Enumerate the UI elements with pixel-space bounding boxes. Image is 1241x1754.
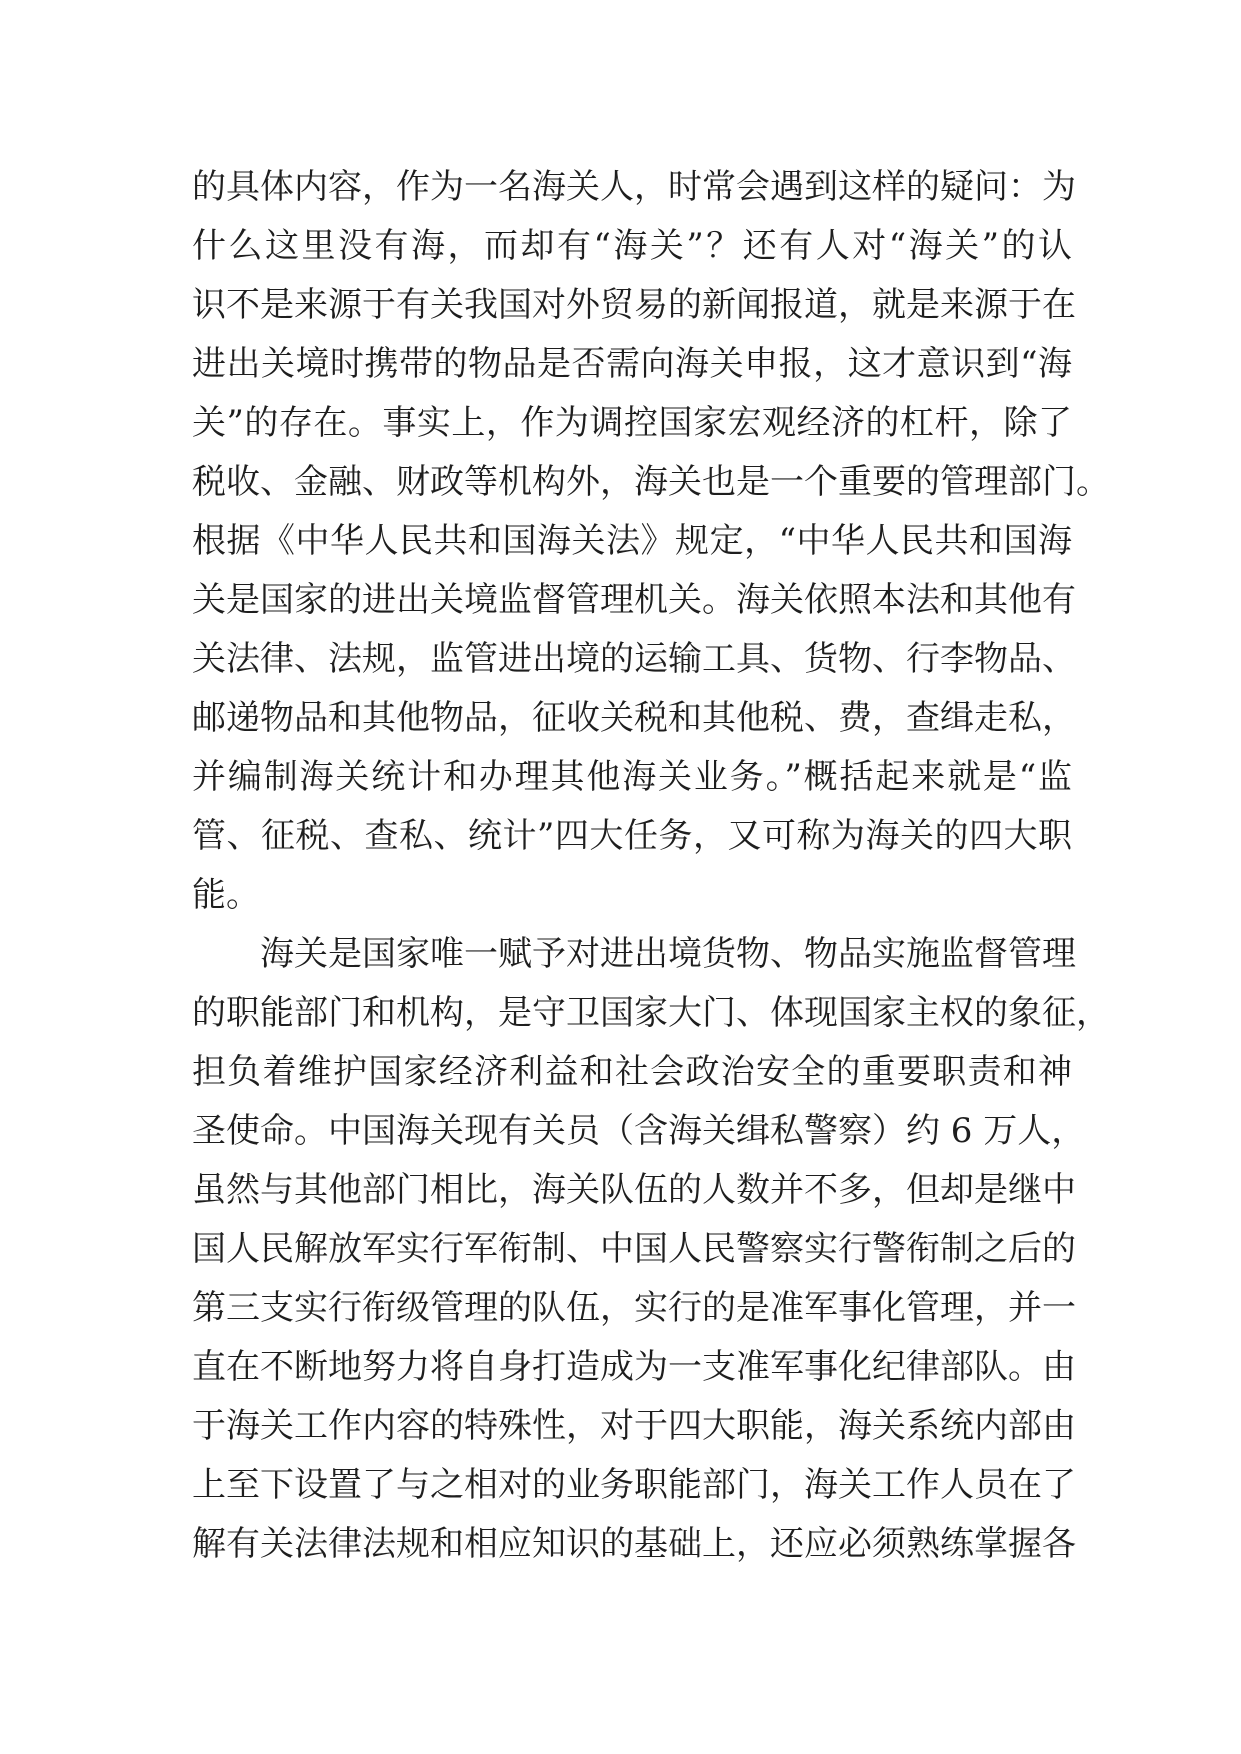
paragraph-2-line-6: 国人民解放军实行军衔制、中国人民警察实行警衔制之后的 (192, 1229, 1076, 1269)
paragraph-2-line-5: 虽然与其他部门相比，海关队伍的人数并不多，但却是继中 (192, 1170, 1076, 1210)
paragraph-1-line-13: 能。 (192, 875, 260, 915)
paragraph-1-line-9: 关法律、法规，监管进出境的运输工具、货物、行李物品、 (192, 639, 1076, 679)
paragraph-1-line-10: 邮递物品和其他物品，征收关税和其他税、费，查缉走私， (192, 698, 1076, 738)
paragraph-2-line-7: 第三支实行衔级管理的队伍，实行的是准军事化管理，并一 (192, 1288, 1076, 1328)
paragraph-2-line-9: 于海关工作内容的特殊性，对于四大职能，海关系统内部由 (192, 1406, 1076, 1446)
paragraph-2-line-3: 担负着维护国家经济利益和社会政治安全的重要职责和神 (192, 1052, 1072, 1092)
paragraph-1-line-12: 管、征税、查私、统计”四大任务，又可称为海关的四大职 (192, 816, 1072, 856)
paragraph-2 (192, 925, 1110, 1574)
paragraph-1-line-5: 关”的存在。事实上，作为调控国家宏观经济的杠杆，除了 (192, 403, 1072, 443)
paragraph-1-line-11: 并编制海关统计和办理其他海关业务。”概括起来就是“监 (192, 757, 1072, 797)
paragraph-1-line-2: 什么这里没有海，而却有“海关”？还有人对“海关”的认 (192, 226, 1072, 266)
paragraph-1 (192, 158, 1110, 925)
document-body (192, 158, 1110, 1574)
paragraph-2-line-8: 直在不断地努力将自身打造成为一支准军事化纪律部队。由 (192, 1347, 1076, 1387)
paragraph-2-line-10: 上至下设置了与之相对的业务职能部门，海关工作人员在了 (192, 1465, 1076, 1505)
paragraph-1-line-8: 关是国家的进出关境监督管理机关。海关依照本法和其他有 (192, 580, 1076, 620)
paragraph-1-line-6: 税收、金融、财政等机构外，海关也是一个重要的管理部门。 (192, 462, 1110, 502)
paragraph-2-line-4: 圣使命。中国海关现有关员（含海关缉私警察）约 6 万人， (192, 1111, 1086, 1151)
paragraph-2-line-11: 解有关法律法规和相应知识的基础上，还应必须熟练掌握各 (192, 1524, 1076, 1564)
paragraph-1-line-4: 进出关境时携带的物品是否需向海关申报，这才意识到“海 (192, 344, 1072, 384)
paragraph-2-line-1: 海关是国家唯一赋予对进出境货物、物品实施监督管理 (260, 934, 1076, 974)
paragraph-1-line-7: 根据《中华人民共和国海关法》规定，“中华人民共和国海 (192, 521, 1072, 561)
paragraph-1-line-1: 的具体内容，作为一名海关人，时常会遇到这样的疑问：为 (192, 167, 1076, 207)
paragraph-2-line-2: 的职能部门和机构，是守卫国家大门、体现国家主权的象征， (192, 993, 1110, 1033)
paragraph-1-line-3: 识不是来源于有关我国对外贸易的新闻报道，就是来源于在 (192, 285, 1076, 325)
